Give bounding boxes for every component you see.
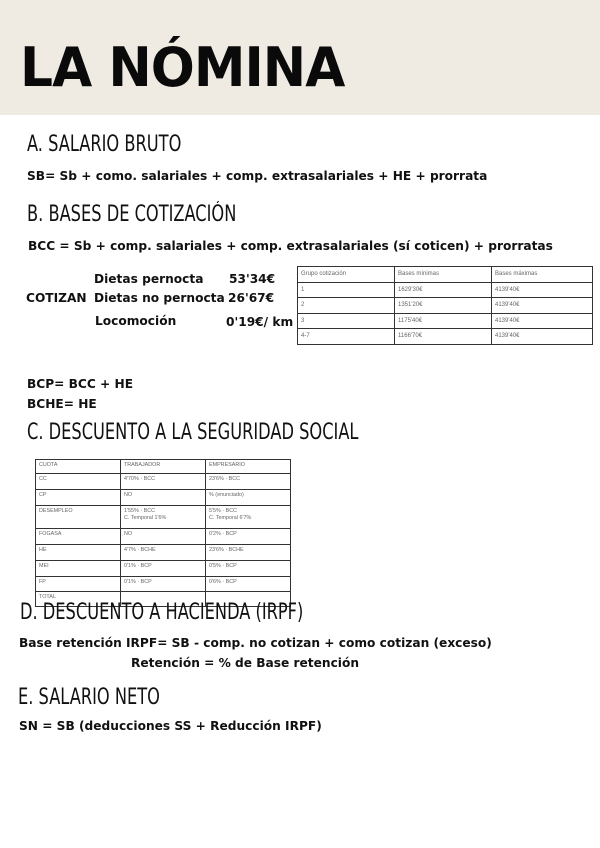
seguridad-social-table [35,459,291,607]
table-cell: 0'2% · BCP [206,529,291,545]
table-cell [206,506,291,529]
header-cell: TRABAJADOR [121,460,206,474]
cell-line: 1'55% · BCC [124,508,155,514]
table-cell: TOTAL [36,592,121,607]
table-cell: 2 [298,298,395,314]
heading-salario-neto: E. SALARIO NETO [18,685,160,710]
table-cell: 4139'40€ [492,298,593,314]
table-cell: 1166'70€ [395,329,492,345]
formula-retencion: Retención = % de Base retención [131,656,360,670]
formula-salario-bruto: SB= Sb + como. salariales + comp. extrasalariales + HE + prorrata [27,169,488,183]
header-cell: EMPRESARIO [206,460,291,474]
formula-salario-neto: SN = SB (deducciones SS + Reducción IRPF) [19,719,322,733]
table-cell: 0'5% · BCP [206,561,291,577]
table-row [298,313,593,329]
table-cell: 0'1% · BCP [121,561,206,577]
formula-base-retencion: Base retención IRPF= SB - comp. no cotizan + como cotizan (exceso) [19,636,492,650]
table-row [298,298,593,314]
table-row [298,329,593,345]
table-cell: CP [36,490,121,506]
table-cell: NO [121,529,206,545]
table-row [36,561,291,577]
table-row [36,529,291,545]
table-cell: FOGASA [36,529,121,545]
table-cell: 0'1% · BCP [121,577,206,592]
bases-table [297,266,593,345]
cell-line: 5'5% · BCC [209,508,237,514]
item-value: 26'67€ [228,291,275,305]
table-cell: 1175'40€ [395,313,492,329]
item-name: Dietas pernocta [94,272,204,286]
table-cell: 0'6% · BCP [206,577,291,592]
table-cell: % (enunciado) [206,490,291,506]
formula-bche: BCHE= HE [27,397,97,411]
table-cell: FP [36,577,121,592]
table-cell: DESEMPLEO [36,506,121,529]
heading-hacienda-irpf: D. DESCUENTO A HACIENDA (IRPF) [20,600,304,625]
formula-bcc: BCC = Sb + comp. salariales + comp. extrasalariales (sí coticen) + prorratas [28,239,553,253]
cotizan-label: COTIZAN [26,291,87,305]
cell-line: C. Temporal 6'7% [209,515,252,521]
table-cell: 4139'40€ [492,329,593,345]
item-value: 53'34€ [229,272,276,286]
table-row [36,545,291,561]
table-row [36,577,291,592]
table-cell: 4139'40€ [492,313,593,329]
table-cell: MEI [36,561,121,577]
formula-bcp: BCP= BCC + HE [27,377,134,391]
table-cell [121,506,206,529]
table-row [36,490,291,506]
header-cell: Bases mínimas [395,267,492,283]
table-cell: NO [121,490,206,506]
table-cell: 23'6% · BCC [206,474,291,490]
item-value: 0'19€/ km [226,315,294,329]
heading-salario-bruto: A. SALARIO BRUTO [27,132,182,157]
table-cell: CC [36,474,121,490]
table-cell: 1351'20€ [395,298,492,314]
header-cell: Grupo cotización [298,267,395,283]
heading-seguridad-social: C. DESCUENTO A LA SEGURIDAD SOCIAL [27,420,359,445]
table-row [298,282,593,298]
table-cell: 4'70% · BCC [121,474,206,490]
table-row [36,506,291,529]
header-cell: CUOTA [36,460,121,474]
table-cell: 4'7% · BCHE [121,545,206,561]
page-title: LA NÓMINA [20,36,345,99]
cell-line: C. Temporal 1'6% [124,515,167,521]
table-cell: 3 [298,313,395,329]
table-cell: 1629'30€ [395,282,492,298]
heading-bases-cotizacion: B. BASES DE COTIZACIÓN [27,202,237,227]
table-row [36,474,291,490]
header-cell: Bases máximas [492,267,593,283]
item-name: Dietas no pernocta [94,291,225,305]
item-name: Locomoción [95,314,177,328]
table-cell: 4-7 [298,329,395,345]
table-header-row [36,460,291,474]
table-header-row [298,267,593,283]
table-cell: 4139'40€ [492,282,593,298]
table-cell: 1 [298,282,395,298]
table-cell: HE [36,545,121,561]
table-cell: 23'6% · BCHE [206,545,291,561]
